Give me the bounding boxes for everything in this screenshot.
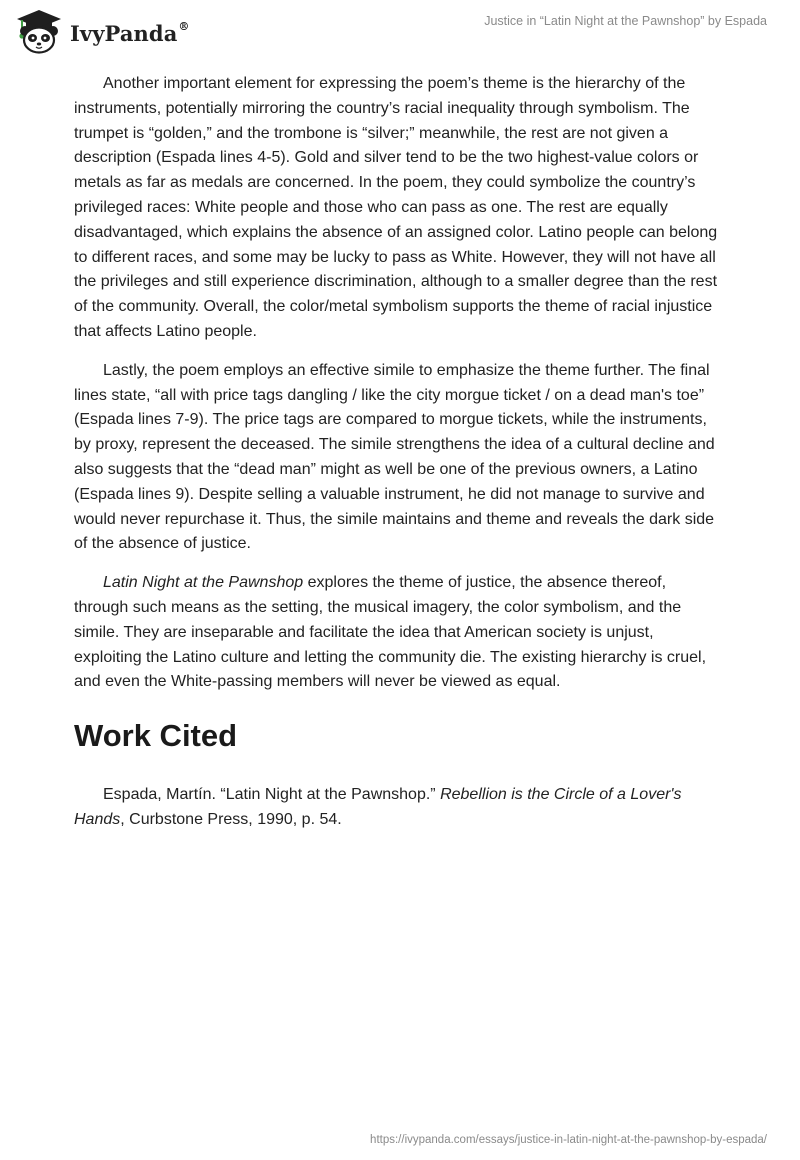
citation-entry — [74, 783, 724, 833]
poem-title: Latin Night at the Pawnshop — [103, 574, 304, 592]
citation-publisher: , Curbstone Press, 1990, p. 54. — [120, 810, 342, 828]
logo-text: IvyPanda — [70, 20, 178, 46]
essay-content — [74, 72, 724, 847]
conclusion-text: explores the theme of justice, the absence thereof, through such means as the setting, the musical imagery, the color symbolism, and the simile. They are inseparable and facilitate the idea that American society is unjust, exploiting the Latino culture and letting the community die. The existing hierarchy is cruel, and even the White-passing members will never be viewed as equal. — [74, 574, 707, 691]
paragraph-hierarchy: Another important element for expressing the poem’s theme is the hierarchy of the instruments, potentially mirroring the country’s racial inequality through symbolism. The trumpet is “golden,” and the trombone is “silver;” meanwhile, the rest are not given a description (Espada lines 4-5). Gold and silver tend to be the two highest-value colors or metals as far as medals are concerned. In the poem, they could symbolize the country’s privileged races: White people and those who can pass as one. The rest are equally disadvantaged, which explains the absence of an assigned color. Latino people can belong to different races, and some may be lucky to pass as White. However, they will not have all the privileges and still experience discrimination, although to a smaller degree than the rest of the community. Overall, the color/metal symbolism supports the theme of racial injustice that affects Latino people. — [74, 75, 718, 340]
works-cited-heading: Work Cited — [74, 718, 238, 754]
citation-book-title: Rebellion is the Circle of a Lover's Hands — [74, 786, 682, 828]
panda-graduate-icon — [14, 8, 64, 54]
logo-wordmark — [70, 21, 190, 46]
registered-mark: ® — [178, 19, 190, 33]
ivypanda-logo[interactable] — [14, 8, 190, 54]
paragraph-conclusion — [74, 571, 724, 695]
running-title: Justice in “Latin Night at the Pawnshop” by Espada — [484, 14, 767, 28]
page-header — [0, 0, 800, 70]
paragraph-simile: Lastly, the poem employs an effective simile to emphasize the theme further. The final lines state, “all with price tags dangling / like the city morgue ticket / on a dead man's toe” (Espada lines 7-9). The price tags are compared to morgue tickets, while the instruments, by proxy, represent the deceased. The simile strengthens the idea of a cultural decline and also suggests that the “dead man” might as well be one of the previous owners, a Latino (Espada lines 9). Despite selling a valuable instrument, he did not manage to survive and would never repurchase it. Thus, the simile maintains and theme and reveals the dark side of the absence of justice. — [74, 361, 715, 553]
footer-url-link[interactable]: https://ivypanda.com/essays/justice-in-latin-night-at-the-pawnshop-by-espada/ — [370, 1134, 767, 1146]
citation-author: Espada, Martín. “Latin Night at the Pawnshop.” — [103, 786, 441, 804]
